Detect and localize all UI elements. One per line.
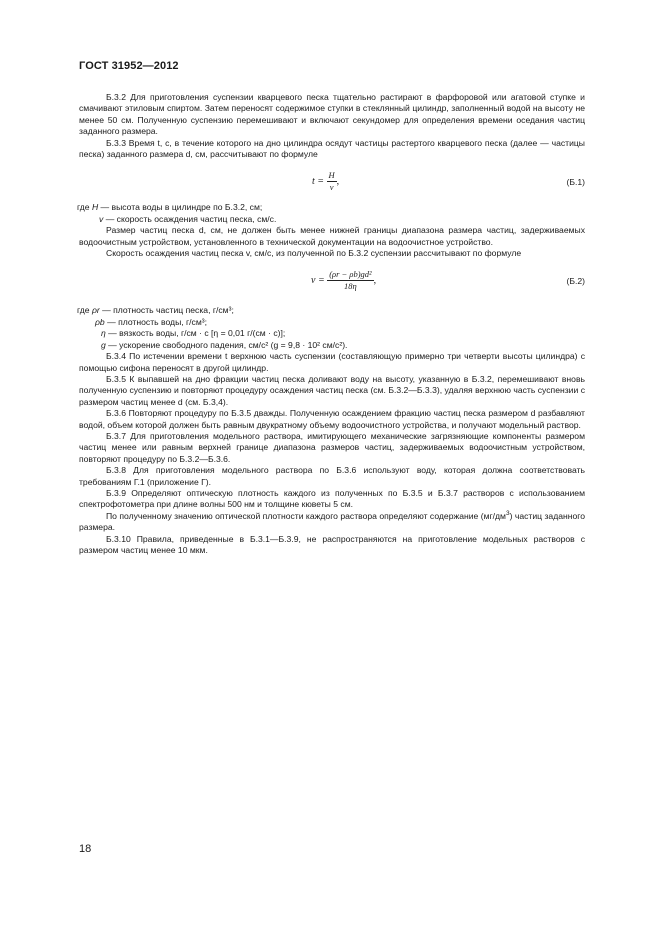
legend-text: — плотность частиц песка, г/см³; (102, 305, 234, 316)
legend-text: — ускорение свободного падения, см/с² (g = 9,8 · 10² см/с²). (108, 339, 348, 350)
paragraph-optical-density-part2: ) частиц заданного размера. (79, 510, 585, 533)
formula-b1-fraction (327, 170, 337, 193)
legend-b2-row (79, 328, 585, 339)
formula-b1-lhs: t = (312, 176, 325, 188)
formula-b2 (79, 267, 585, 301)
legend-prefix: где (77, 202, 90, 213)
legend-text: — высота воды в цилиндре по Б.3.2, см; (100, 202, 263, 213)
formula-b1-numerator: H (328, 170, 335, 181)
paragraph-particle-size: Размер частиц песка d, см, не должен быть менее нижней границы диапазона размера частиц, задерживаемых водоочистным устройством, установленного в технической документации на водоочистное устройство. (79, 225, 585, 247)
legend-symbol: g (101, 339, 106, 350)
formula-b2-lhs: v = (311, 275, 325, 287)
formula-b2-number: (Б.2) (566, 276, 585, 287)
paragraph-b34: Б.3.4 По истечении времени t верхнюю часть суспензии (составляющую примерно три четверти высоты цилиндра) с помощью сифона переносят в другой цилиндр. (79, 351, 585, 373)
document-header: ГОСТ 31952—2012 (79, 60, 179, 72)
formula-b2-denominator: 18η (344, 281, 357, 292)
legend-text: — вязкость воды, г/см · с [η = 0,01 г/(см · с)]; (108, 328, 286, 339)
paragraph-b310: Б.3.10 Правила, приведенные в Б.3.1—Б.3.9, не распространяются на приготовление модельных растворов с размером частиц менее 10 мкм. (79, 533, 585, 555)
legend-symbol: v (99, 213, 104, 224)
paragraph-settling-speed: Скорость осаждения частиц песка v, см/с, из полученной по Б.3.2 суспензии рассчитывают по формуле (106, 248, 522, 259)
paragraph-b37: Б.3.7 Для приготовления модельного раствора, имитирующего механические загрязняющие компоненты размером частиц менее или равным верхней границе диапазона размеров частиц, задерживаемых водоочистным устройством, повторяют процедуру по Б.3.2—Б.3.6. (79, 430, 585, 464)
legend-symbol: ρr (91, 305, 100, 316)
formula-b1 (79, 168, 585, 198)
page-number: 18 (79, 843, 92, 855)
paragraph-b38: Б.3.8 Для приготовления модельного раствора по Б.3.6 используют воду, которая должна соответствовать требованиям Г.1 (приложение Г). (79, 465, 585, 487)
legend-symbol: η (101, 328, 106, 339)
legend-b2 (79, 305, 585, 351)
formula-b2-tail: , (373, 275, 377, 287)
formula-b2-numerator: (ρr − ρb)gd² (329, 269, 372, 280)
legend-b2-row (79, 317, 585, 328)
paragraph-b36: Б.3.6 Повторяют процедуру по Б.3.5 дважды. Полученную осаждением фракцию частиц песка размером d разбавляют водой, объем которой должен быть равным двукратному объему водоочистного устройства, и получают модельный раствор. (79, 408, 585, 430)
formula-b1-denominator: v (329, 182, 334, 193)
legend-b2-row (79, 340, 585, 351)
formula-b1-tail: , (336, 176, 340, 188)
paragraph-b33: Б.3.3 Время t, с, в течение которого на дно цилиндра осядут частицы растертого кварцевого песка (далее — частицы песка) заданного размера d, см, рассчитывают по формуле (79, 137, 585, 160)
formula-b2-expression (311, 269, 376, 292)
paragraph-b39: Б.3.9 Определяют оптическую плотность каждого из полученных по Б.3.5 и Б.3.7 растворов с использованием спектрофотометра при длине волны 500 нм и толщине кюветы 5 см. (79, 487, 585, 510)
legend-text: — плотность воды, г/см³; (107, 316, 207, 327)
formula-b1-number: (Б.1) (566, 177, 585, 188)
legend-symbol: ρb (95, 316, 105, 327)
legend-b1-row (79, 214, 585, 225)
legend-symbol: H (91, 202, 99, 213)
paragraph-optical-density-part1: По полученному значению оптической плотности каждого раствора определяют содержание (мг/дм (106, 510, 506, 521)
document-body (79, 92, 585, 556)
paragraph-b32: Б.3.2 Для приготовления суспензии кварцевого песка тщательно растирают в фарфоровой или агатовой ступке и смачивают этиловым спиртом. Затем переносят содержимое ступки в стеклянный цилиндр, заполненный водой на высоту не менее 50 см. Полученную суспензию перемешивают и включают секундомер для определения времени оседания частиц заданного размера. (79, 92, 585, 137)
paragraph-optical-density-sup: 3 (505, 509, 510, 517)
paragraph-optical-density (79, 511, 585, 534)
legend-b1 (79, 202, 585, 225)
formula-b1-expression (312, 170, 339, 193)
legend-text: — скорость осаждения частиц песка, см/с. (105, 213, 277, 224)
legend-b1-row (77, 202, 585, 213)
legend-prefix: где (77, 305, 90, 316)
formula-b2-fraction (327, 269, 373, 292)
paragraph-b35: Б.3.5 К выпавшей на дно фракции частиц песка доливают воду на высоту, указанную в Б.3.2, перемешивают вновь полученную суспензию и повторяют процедуру осаждения частиц песка (см. Б.3.2—Б.3.3), удаляя верхнюю часть суспензии с размером частиц менее d (см. Б.3,4). (79, 373, 585, 407)
legend-b2-row (77, 305, 585, 316)
